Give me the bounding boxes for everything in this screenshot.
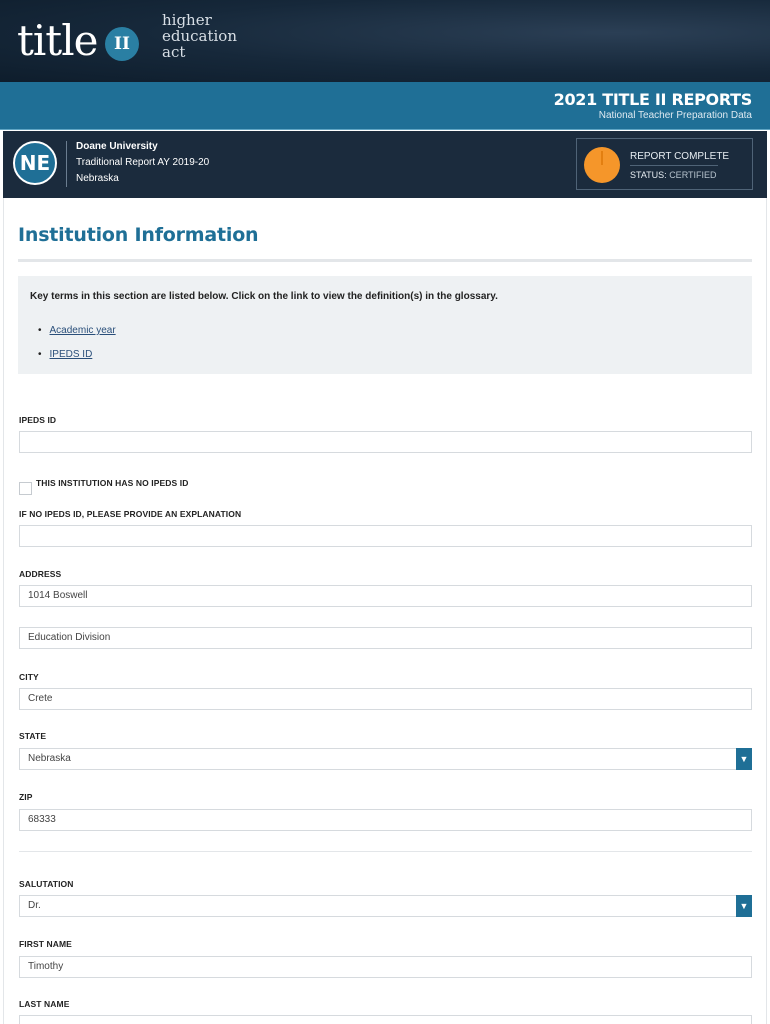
logo-badge: II (105, 27, 139, 61)
ipeds-id-input[interactable] (19, 431, 752, 453)
salutation-select-value: Dr. (28, 900, 41, 911)
chevron-down-icon[interactable]: ▼ (736, 748, 752, 770)
chevron-down-icon[interactable]: ▼ (736, 895, 752, 917)
last-name-label: LAST NAME (19, 999, 70, 1009)
header-divider (66, 141, 67, 187)
list-item (38, 319, 116, 343)
institution-details (76, 139, 209, 187)
first-name-input[interactable]: Timothy (19, 956, 752, 978)
salutation-select[interactable] (19, 895, 752, 917)
logo-tagline-line: higher (162, 11, 212, 29)
address-line1-input[interactable]: 1014 Boswell (19, 585, 752, 607)
title-rule (18, 259, 752, 262)
status-value: CERTIFIED (669, 170, 717, 180)
report-status-box (576, 138, 753, 190)
report-band (0, 82, 770, 130)
report-type: Traditional Report AY 2019-20 (76, 157, 210, 168)
institution-state: Nebraska (76, 173, 119, 184)
list-item (38, 343, 116, 367)
address-label: ADDRESS (19, 569, 62, 579)
logo-tagline (162, 12, 237, 60)
logo-tagline-line: act (162, 43, 186, 61)
zip-input[interactable]: 68333 (19, 809, 752, 831)
key-terms-list (38, 319, 116, 367)
institution-header (3, 131, 767, 198)
ipeds-id-label: IPEDS ID (19, 415, 57, 425)
salutation-label: SALUTATION (19, 879, 74, 889)
first-name-label: FIRST NAME (19, 939, 72, 949)
status-divider (630, 165, 718, 166)
glossary-link-academic-year[interactable]: Academic year (49, 325, 116, 336)
report-title: 2021 TITLE II REPORTS (553, 90, 752, 109)
report-status-label: REPORT COMPLETE (630, 151, 730, 162)
institution-name: Doane University (76, 141, 158, 152)
last-name-input[interactable] (19, 1015, 752, 1024)
no-ipeds-checkbox[interactable] (19, 482, 32, 495)
logo-title: title (17, 16, 98, 65)
key-terms-intro: Key terms in this section are listed below. Click on the link to view the definition(s) in the glossary. (30, 291, 498, 302)
status-text (630, 170, 717, 180)
report-subtitle: National Teacher Preparation Data (598, 110, 752, 121)
state-select[interactable] (19, 748, 752, 770)
status-progress-icon (584, 147, 620, 183)
address-line2-input[interactable]: Education Division (19, 627, 752, 649)
no-ipeds-explanation-label: IF NO IPEDS ID, PLEASE PROVIDE AN EXPLANATION (19, 509, 242, 519)
city-input[interactable]: Crete (19, 688, 752, 710)
key-terms-box (18, 276, 752, 374)
no-ipeds-explanation-input[interactable] (19, 525, 752, 547)
city-label: CITY (19, 672, 39, 682)
glossary-link-ipeds-id[interactable]: IPEDS ID (49, 349, 93, 360)
state-badge: NE (13, 141, 57, 185)
section-divider (19, 851, 752, 852)
main-content (3, 198, 767, 1024)
state-label: STATE (19, 731, 47, 741)
state-select-value: Nebraska (28, 753, 71, 764)
status-prefix: STATUS: (630, 170, 667, 180)
section-title: Institution Information (18, 224, 259, 246)
no-ipeds-label: THIS INSTITUTION HAS NO IPEDS ID (36, 478, 189, 488)
site-banner (0, 0, 770, 82)
logo-tagline-line: education (162, 27, 237, 45)
zip-label: ZIP (19, 792, 33, 802)
